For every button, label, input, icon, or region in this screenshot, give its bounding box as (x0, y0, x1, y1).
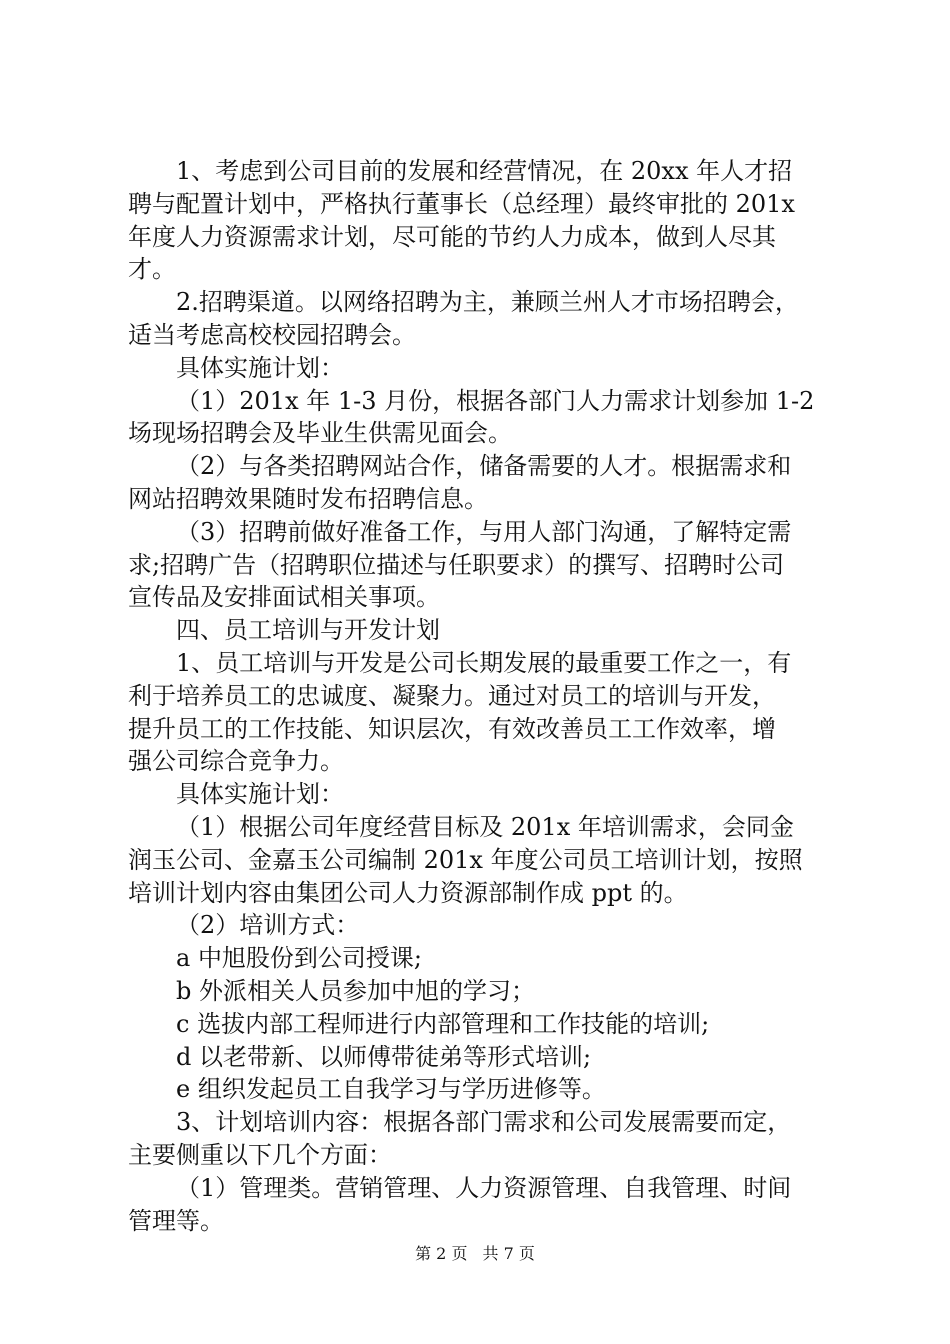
text-line: 主要侧重以下几个方面： (128, 1140, 392, 1169)
text-line: 2.招聘渠道。以网络招聘为主，兼顾兰州人才市场招聘会， (176, 288, 799, 317)
text-line: （2）培训方式： (176, 911, 360, 940)
page-number: 第 2 页 (415, 1244, 468, 1263)
text-line: （2）与各类招聘网站合作，储备需要的人才。根据需求和 (176, 452, 792, 481)
text-line: 管理等。 (128, 1206, 224, 1235)
text-line: 四、员工培训与开发计划 (176, 616, 440, 645)
text-line: 1、员工培训与开发是公司长期发展的最重要工作之一，有 (176, 648, 792, 677)
text-line: （1）根据公司年度经营目标及 201x 年培训需求，会同金 (176, 812, 794, 841)
text-line: 聘与配置计划中，严格执行董事长（总经理）最终审批的 201x (128, 189, 795, 218)
page-footer (0, 1244, 950, 1264)
text-line: e 组织发起员工自我学习与学历进修等。 (176, 1075, 606, 1104)
text-line: 适当考虑高校校园招聘会。 (128, 320, 416, 349)
text-line: 培训计划内容由集团公司人力资源部制作成 ppt 的。 (128, 878, 688, 907)
text-line: 求;招聘广告（招聘职位描述与任职要求）的撰写、招聘时公司 (128, 550, 785, 579)
text-line: 网站招聘效果随时发布招聘信息。 (128, 484, 488, 513)
text-line: 利于培养员工的忠诚度、凝聚力。通过对员工的培训与开发， (128, 681, 776, 710)
text-line: 3、计划培训内容：根据各部门需求和公司发展需要而定， (176, 1108, 792, 1137)
text-line: a 中旭股份到公司授课; (176, 944, 423, 973)
text-line: 具体实施计划： (176, 353, 344, 382)
text-line: 提升员工的工作技能、知识层次，有效改善员工工作效率，增 (128, 714, 776, 743)
text-line: 宣传品及安排面试相关事项。 (128, 583, 440, 612)
page-total: 共 7 页 (482, 1244, 535, 1263)
text-line: 具体实施计划： (176, 780, 344, 809)
document-body (128, 155, 832, 1237)
text-line: 才。 (128, 255, 176, 284)
text-line: 强公司综合竞争力。 (128, 747, 344, 776)
text-line: c 选拔内部工程师进行内部管理和工作技能的培训; (176, 1009, 710, 1038)
text-line: 场现场招聘会及毕业生供需见面会。 (128, 419, 512, 448)
text-line: d 以老带新、以师傅带徒弟等形式培训; (176, 1042, 592, 1071)
text-line: 年度人力资源需求计划，尽可能的节约人力成本，做到人尽其 (128, 222, 776, 251)
text-line: （1）201x 年 1-3 月份，根据各部门人力需求计划参加 1-2 (176, 386, 815, 415)
text-line: 1、考虑到公司目前的发展和经营情况，在 20xx 年人才招 (176, 157, 793, 185)
text-line: （3）招聘前做好准备工作，与用人部门沟通，了解特定需 (176, 517, 792, 546)
text-line: 润玉公司、金嘉玉公司编制 201x 年度公司员工培训计划，按照 (128, 845, 803, 874)
text-line: b 外派相关人员参加中旭的学习； (176, 976, 535, 1005)
text-line: （1）管理类。营销管理、人力资源管理、自我管理、时间 (176, 1173, 792, 1202)
